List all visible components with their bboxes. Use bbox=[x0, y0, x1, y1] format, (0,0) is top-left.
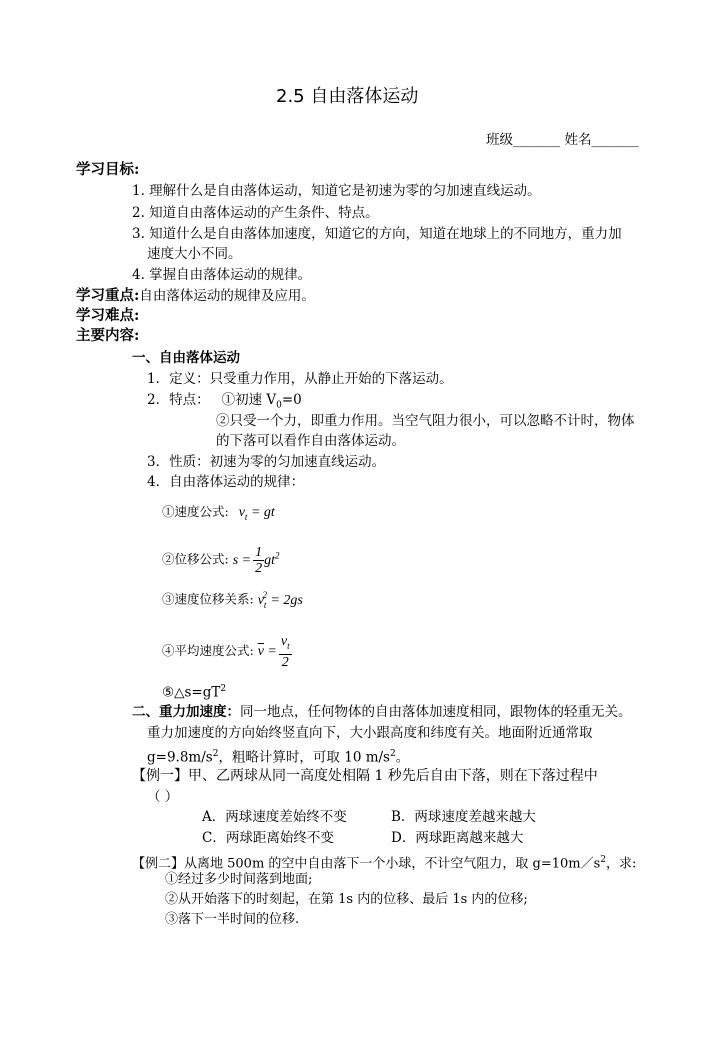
goal-item-4: 4. 掌握自由落体运动的规律。 bbox=[132, 267, 312, 283]
g-value: g=9.8m/s bbox=[147, 749, 213, 766]
example2-text: 【例二】从离地 500m 的空中自由落下一个小球，不计空气阻力，取 g=10m／s bbox=[132, 856, 601, 872]
formula-5 bbox=[162, 680, 226, 702]
formula-3-label: ③速度位移关系: bbox=[162, 591, 254, 607]
formula-3 bbox=[162, 586, 303, 613]
goal-item-2: 2. 知道自由落体运动的产生条件、特点。 bbox=[132, 205, 379, 221]
example2: 【例二】从离地 500m 的空中自由落下一个小球，不计空气阻力，取 $g=10m/s^2$，求: bbox=[132, 855, 637, 872]
key-point-heading: 学习重点: bbox=[76, 287, 140, 304]
features-label: 2．特点： bbox=[147, 392, 210, 408]
formula-5-sup: 2 bbox=[220, 684, 227, 694]
feature-1: ①初速 V bbox=[221, 392, 277, 408]
difficulty-heading: 学习难点: bbox=[76, 307, 140, 324]
key-point-text: 自由落体运动的规律及应用。 bbox=[139, 288, 315, 304]
question-1: ①经过多少时间落到地面; bbox=[165, 872, 313, 887]
formula-3-expr: $v_t^2 = 2gs$ bbox=[257, 590, 303, 610]
question-3: ③落下一半时间的位移. bbox=[165, 912, 300, 927]
key-point-line bbox=[76, 287, 315, 305]
formula-2-expr: s = $\frac{1}{2}$ $gt^2$ bbox=[232, 544, 280, 576]
option-a: A．两球速度差始终不变 bbox=[202, 809, 347, 825]
example2-end: ，求: bbox=[606, 856, 637, 872]
goals-heading: 学习目标: bbox=[76, 161, 140, 178]
goal-item-1: 1. 理解什么是自由落体运动，知道它是初速为零的匀加速直线运动。 bbox=[132, 183, 541, 199]
feature-2-line2: 的下落可以看作自由落体运动。 bbox=[216, 433, 405, 449]
section1-title: 一、自由落体运动 bbox=[132, 350, 240, 366]
section2-end: 。 bbox=[395, 749, 410, 766]
section2-text-1: 同一地点，任何物体的自由落体加速度相同，跟物体的轻重无关。 bbox=[240, 704, 632, 720]
feature-2-line1: ②只受一个力，即重力作用。当空气阻力很小，可以忽略不计时，物体 bbox=[216, 413, 635, 429]
example1-blank: （ ） bbox=[147, 789, 179, 805]
feature-1-tail: =0 bbox=[281, 392, 302, 408]
formula-1 bbox=[162, 503, 275, 526]
formula-1-label: ①速度公式: bbox=[162, 504, 229, 519]
main-heading: 主要内容: bbox=[76, 327, 140, 344]
formula-5-text: ⑤△s=gT bbox=[162, 684, 221, 701]
law-heading: 4．自由落体运动的规律： bbox=[147, 474, 305, 490]
question-2: ②从开始落下的时刻起，在第 1s 内的位移、最后 1s 内的位移; bbox=[165, 892, 528, 907]
example1: 【例一】甲、乙两球从同一高度处相隔 1 秒先后自由下落，则在下落过程中 bbox=[132, 768, 598, 784]
formula-1-expr: $v_t$ = gt bbox=[238, 505, 275, 522]
section2-title: 二、重力加速度： bbox=[132, 704, 240, 720]
goal-item-3: 3. 知道什么是自由落体加速度，知道它的方向，知道在地球上的不同地方，重力加 bbox=[132, 226, 622, 242]
formula-4-label: ④平均速度公式: bbox=[162, 643, 254, 659]
section2-line2: 重力加速度的方向始终竖直向下，大小跟高度和纬度有关。地面附近通常取 bbox=[147, 725, 593, 741]
definition: 1．定义：只受重力作用，从静止开始的下落运动。 bbox=[147, 371, 453, 387]
page-title: 2.5 自由落体运动 bbox=[276, 86, 419, 107]
formula-2 bbox=[162, 538, 280, 578]
formula-4 bbox=[162, 634, 292, 670]
goal-item-3-cont: 速度大小不同。 bbox=[147, 246, 242, 262]
formula-4-expr: $\overline{v}$ = $\frac{v_t}{2}$ bbox=[257, 634, 290, 670]
g-approx: ，粗略计算时，可取 10 m/s bbox=[218, 749, 390, 766]
class-name-fields: 班级_______ 姓名_______ bbox=[486, 132, 639, 148]
feature-1-sub: 0 bbox=[276, 400, 282, 411]
option-d: D．两球距离越来越大 bbox=[391, 830, 524, 846]
section2-line3: $g=9.8m/s^2$，粗略计算时，可取 10 $m/s^2$。 bbox=[147, 749, 410, 766]
section2-line1 bbox=[132, 703, 632, 721]
nature: 3．性质：初速为零的匀加速直线运动。 bbox=[147, 454, 386, 470]
option-c: C．两球距离始终不变 bbox=[202, 830, 334, 846]
option-b: B．两球速度差越来越大 bbox=[391, 809, 536, 825]
formula-2-label: ②位移公式: bbox=[162, 551, 229, 567]
